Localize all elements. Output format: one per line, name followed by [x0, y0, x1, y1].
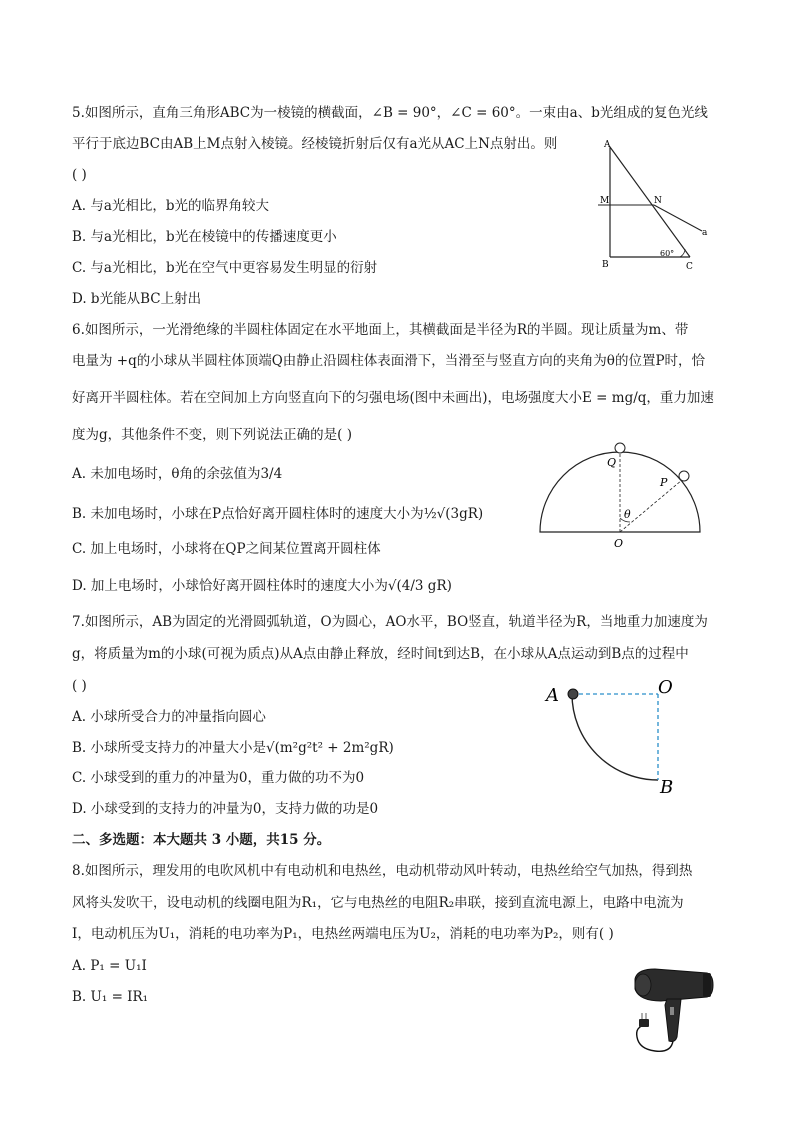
q7-option-c: C. 小球受到的重力的冲量为0，重力做的功不为0 — [72, 770, 365, 786]
q6-stem-line2: 电量为 +q的小球从半圆柱体顶端Q由静止沿圆柱体表面滑下，当滑至与竖直方向的夹角为θ的位置P时，恰 — [72, 353, 706, 369]
q6-option-c: C. 加上电场时，小球将在QP之间某位置离开圆柱体 — [72, 541, 381, 557]
q6-stem-line1: 6.如图所示，一光滑绝缘的半圆柱体固定在水平地面上，其横截面是半径为R的半圆。现让质量为m、带 — [72, 322, 689, 338]
prism-side-ac — [610, 147, 690, 257]
q5-prism-figure — [590, 135, 720, 275]
dryer-plug — [639, 1019, 649, 1027]
q7-option-a: A. 小球所受合力的冲量指向圆心 — [72, 709, 266, 725]
q6-stem-line4: 度为g，其他条件不变，则下列说法正确的是( ) — [72, 427, 352, 443]
q8-option-a: A. P₁ = U₁I — [72, 958, 147, 974]
q5-option-d: D. b光能从BC上射出 — [72, 291, 202, 307]
q5-stem-line2: 平行于底边BC由AB上M点射入棱镜。经棱镜折射后仅有a光从AC上N点射出。则 — [72, 136, 558, 152]
section-heading-multiple-choice: 二、多选题：本大题共 3 小题，共15 分。 — [72, 832, 331, 848]
label-q: Q — [607, 456, 617, 469]
q5-option-b: B. 与a光相比，b光在棱镜中的传播速度更小 — [72, 229, 337, 245]
q8-stem-line3: I，电动机压为U₁，消耗的电功率为P₁，电热丝两端电压为U₂，消耗的电功率为P₂，则有( ) — [72, 926, 614, 942]
q7-answer-paren: ( ) — [72, 678, 87, 694]
label-theta: θ — [624, 508, 631, 521]
q8-stem-line2: 风将头发吹干，设电动机的线圈电阻为R₁，它与电热丝的电阻R₂串联，接到直流电源上，电路中电流为 — [72, 895, 684, 911]
dryer-switch — [670, 1007, 674, 1015]
ball-at-p — [679, 471, 689, 481]
label-angle-60: 60° — [660, 249, 675, 258]
q5-answer-paren: ( ) — [72, 167, 87, 183]
label-m: M — [600, 196, 610, 206]
q6-option-d: D. 加上电场时，小球恰好离开圆柱体时的速度大小为√(4/3 gR) — [72, 578, 452, 594]
label-n: N — [654, 196, 662, 206]
ball-at-q — [615, 443, 625, 453]
label-a: A — [546, 685, 559, 706]
q7-option-b: B. 小球所受支持力的冲量大小是√(m²g²t² + 2m²gR) — [72, 740, 394, 756]
q5-option-c: C. 与a光相比，b光在空气中更容易发生明显的衍射 — [72, 260, 378, 276]
dryer-rear-vent — [635, 974, 651, 996]
label-a: A — [604, 140, 611, 150]
q6-stem-line3: 好离开半圆柱体。若在空间加上方向竖直向下的匀强电场(图中未画出)，电场强度大小E = mg/q，重力加速 — [72, 390, 714, 406]
q7-option-d: D. 小球受到的支持力的冲量为0，支持力做的功是0 — [72, 801, 379, 817]
q6-option-a: A. 未加电场时，θ角的余弦值为3/4 — [72, 466, 283, 482]
q7-stem-line1: 7.如图所示，AB为固定的光滑圆弧轨道，O为圆心，AO水平，BO竖直，轨道半径为R，当地重力加速度为 — [72, 614, 708, 630]
q5-stem-line1: 5.如图所示，直角三角形ABC为一棱镜的横截面，∠B = 90°，∠C = 60°。一束由a、b光组成的复色光线 — [72, 105, 708, 121]
q7-stem-line2: g，将质量为m的小球(可视为质点)从A点由静止释放，经时间t到达B，在小球从A点运动到B点的过程中 — [72, 646, 689, 662]
hair-dryer-image — [615, 965, 715, 1060]
dryer-handle — [665, 999, 681, 1042]
label-o: O — [658, 677, 673, 698]
label-c: C — [686, 262, 693, 272]
small-ball — [568, 689, 578, 699]
angle-c-arc — [680, 249, 685, 257]
dryer-nozzle — [703, 973, 711, 997]
radius-to-p — [620, 480, 682, 532]
q8-stem-line1: 8.如图所示，理发用的电吹风机中有电动机和电热丝，电动机带动风叶转动，电热丝给空气加热，得到热 — [72, 863, 693, 879]
q6-option-b: B. 未加电场时，小球在P点恰好离开圆柱体时的速度大小为½√(3gR) — [72, 506, 484, 522]
q8-option-b: B. U₁ = IR₁ — [72, 989, 149, 1005]
q6-semicircle-figure — [530, 440, 710, 550]
q5-option-a: A. 与a光相比，b光的临界角较大 — [72, 198, 270, 214]
q7-arc-track-figure — [540, 674, 690, 799]
label-o: O — [614, 537, 624, 550]
arc-track-ab — [572, 694, 658, 780]
label-ray-a: a — [702, 228, 708, 238]
label-p: P — [660, 476, 668, 489]
label-b: B — [602, 260, 609, 270]
label-b: B — [660, 777, 674, 798]
